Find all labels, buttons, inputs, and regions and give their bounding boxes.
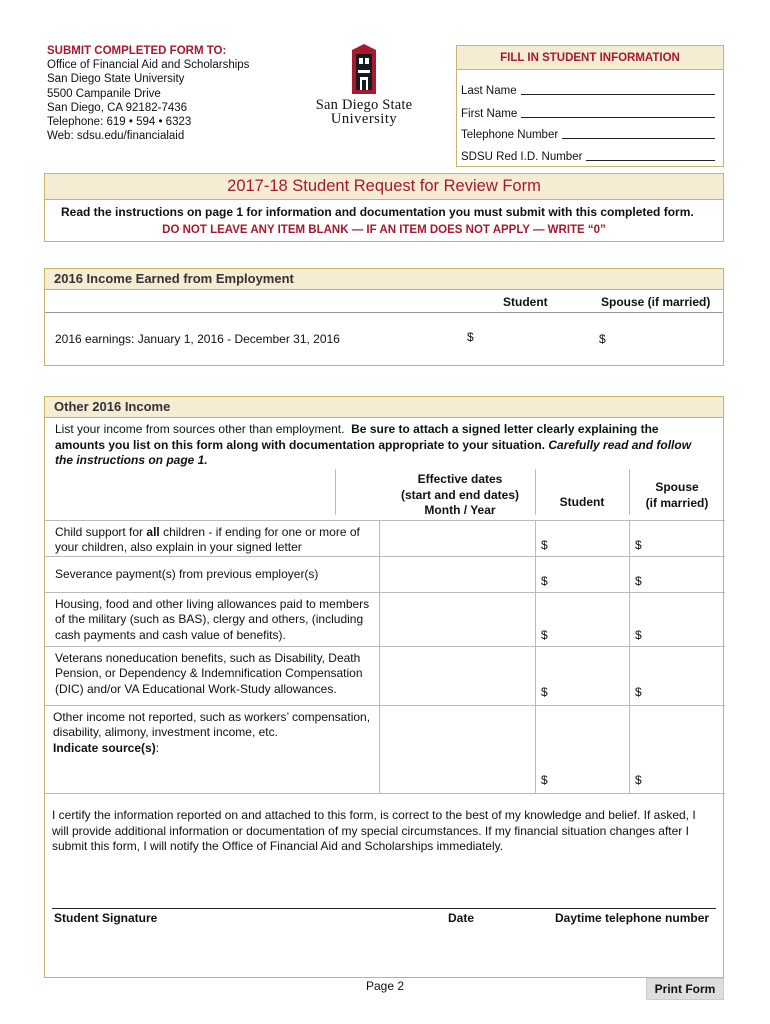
other-income-heading: Other 2016 Income: [45, 397, 723, 418]
last-name-field[interactable]: [461, 83, 715, 97]
indicate-source-text: Indicate source(s): [53, 740, 156, 755]
child-support-label: [55, 525, 380, 556]
employment-income-heading: 2016 Income Earned from Employment: [45, 269, 723, 290]
intro-bold: Be sure to attach a signed letter clearly explaining the amounts you list on this form along with documentation appropriate to your situation.: [55, 422, 659, 452]
first-name-label: First Name: [461, 108, 518, 120]
instructions-box: [44, 199, 724, 242]
signature-line[interactable]: [52, 908, 716, 909]
student-info-heading: FILL IN STUDENT INFORMATION: [457, 46, 723, 70]
col-spouse-line1: Spouse: [655, 480, 699, 494]
row-text: Child support for: [55, 525, 147, 539]
veterans-student-field[interactable]: $: [541, 685, 548, 699]
intro-italic: Carefully read and follow the instructions on page 1.: [55, 437, 692, 467]
instructions-warning: DO NOT LEAVE ANY ITEM BLANK — IF AN ITEM DOES NOT APPLY — WRITE “0”: [162, 224, 606, 236]
address-line: Office of Financial Aid and Scholarships: [47, 59, 250, 72]
col-dates-header: [385, 472, 535, 519]
telephone-field[interactable]: [461, 127, 715, 141]
other-income-student-field[interactable]: $: [541, 773, 548, 787]
submit-heading: SUBMIT COMPLETED FORM TO:: [47, 45, 227, 57]
grid-line: [629, 520, 630, 793]
housing-spouse-field[interactable]: $: [635, 628, 642, 642]
sdsu-logo: [310, 44, 418, 128]
address-line: 5500 Campanile Drive: [47, 87, 161, 100]
last-name-line[interactable]: [521, 94, 715, 95]
veterans-benefits-label: Veterans noneducation benefits, such as Disability, Death Pension, or Dependency & Indemnification Compensation (DIC) and/or VA Educational Work-Study allowances.: [55, 651, 363, 696]
col-spouse-header2: [629, 480, 725, 511]
other-income-label: [53, 710, 378, 756]
other-income-section: [44, 396, 724, 978]
row-separator: [45, 556, 725, 557]
address-line: San Diego State University: [47, 73, 185, 86]
telephone-label: Telephone Number: [461, 129, 559, 141]
red-id-label: SDSU Red I.D. Number: [461, 151, 583, 163]
daytime-phone-label: Daytime telephone number: [555, 911, 710, 925]
row-text-bold: all: [146, 525, 160, 539]
col-spouse-line2: (if married): [645, 495, 709, 510]
row-text: children - if ending for one or more of your children, also explain in your signed letter: [55, 525, 360, 555]
grid-line: [535, 520, 536, 793]
logo-name-line2: University: [330, 111, 398, 127]
housing-student-field[interactable]: $: [541, 628, 548, 642]
instructions-line1: Read the instructions on page 1 for information and documentation you must submit with this completed form.: [61, 205, 694, 219]
child-support-spouse-field[interactable]: $: [635, 538, 642, 552]
date-label: Date: [448, 911, 475, 925]
divider: [45, 312, 723, 313]
col-dates-line3: Month / Year: [424, 503, 496, 517]
severance-student-field[interactable]: $: [541, 574, 548, 588]
col-dates-line2: (start and end dates): [400, 487, 520, 502]
logo-name-line1: San Diego State: [315, 97, 413, 113]
severance-spouse-field[interactable]: $: [635, 574, 642, 588]
child-support-student-field[interactable]: $: [541, 538, 548, 552]
row-separator: [45, 705, 725, 706]
first-name-line[interactable]: [521, 117, 715, 118]
telephone-line[interactable]: [562, 138, 715, 139]
row-separator: [45, 793, 725, 794]
row-separator: [45, 646, 725, 647]
row-separator: [45, 592, 725, 593]
grid-line: [335, 469, 336, 515]
address-line: Telephone: 619 • 594 • 6323: [47, 116, 192, 129]
intro-plain: List your income from sources other than employment.: [55, 422, 345, 436]
red-id-field[interactable]: [461, 149, 715, 163]
employment-income-section: [44, 268, 724, 366]
col-student-header: Student: [503, 295, 548, 309]
housing-allowance-label: Housing, food and other living allowances paid to members of the military (such as BAS), clergy and others, (including cash payments and cash value of benefits).: [55, 597, 370, 642]
earnings-label: 2016 earnings: January 1, 2016 - December 31, 2016: [55, 332, 340, 346]
student-signature-label: Student Signature: [54, 911, 158, 925]
submit-address-block: [47, 44, 287, 143]
other-income-spouse-field[interactable]: $: [635, 773, 642, 787]
address-line: San Diego, CA 92182-7436: [47, 101, 188, 114]
campanile-icon: [349, 44, 379, 94]
student-earnings-field[interactable]: $: [467, 330, 474, 344]
other-income-intro: [55, 422, 705, 469]
student-info-box: [456, 45, 724, 167]
row-text: Other income not reported, such as workers’ compensation, disability, alimony, investment income, etc.: [53, 710, 371, 740]
page-number: Page 2: [365, 979, 405, 993]
col-student-header2: Student: [559, 495, 605, 509]
row-text: :: [155, 740, 160, 755]
red-id-line[interactable]: [586, 160, 715, 161]
last-name-label: Last Name: [461, 85, 517, 97]
col-spouse-header: Spouse (if married): [601, 295, 711, 309]
row-separator: [45, 520, 725, 521]
col-dates-line1: Effective dates: [417, 472, 503, 486]
certification-statement: I certify the information reported on and attached to this form, is correct to the best of my knowledge and belief. If asked, I will provide additional information or documentation of my special circumstances. If my financial situation changes after I submit this form, I will notify the Office of Financial Aid and Scholarships immediately.: [52, 808, 696, 853]
address-line: Web: sdsu.edu/financialaid: [47, 130, 185, 143]
first-name-field[interactable]: [461, 106, 715, 120]
form-title: 2017-18 Student Request for Review Form: [44, 173, 724, 199]
print-form-button[interactable]: Print Form: [646, 978, 724, 1000]
spouse-earnings-field[interactable]: $: [599, 332, 606, 346]
severance-label: Severance payment(s) from previous employer(s): [55, 567, 319, 581]
veterans-spouse-field[interactable]: $: [635, 685, 642, 699]
